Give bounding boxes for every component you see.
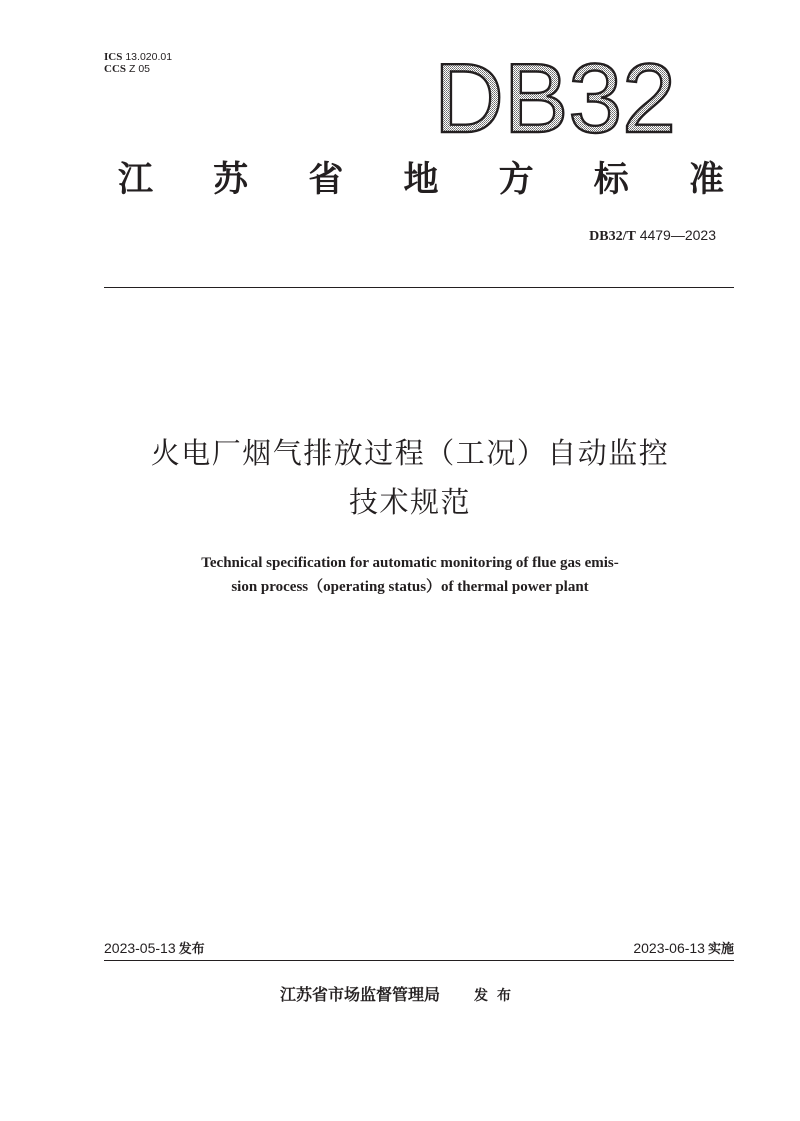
standard-type-char: 标 [593, 160, 629, 200]
ccs-value: Z 05 [129, 63, 151, 75]
standard-code [589, 227, 716, 245]
standard-type-char: 省 [308, 160, 344, 200]
implement-date-group [633, 939, 734, 959]
standard-type-title [118, 156, 724, 204]
implement-date: 2023-06-13 [633, 940, 705, 956]
issue-date-group [104, 939, 205, 959]
ccs-label: CCS [104, 63, 127, 75]
standard-code-prefix: DB32/T [589, 229, 636, 244]
issue-label: 发布 [178, 942, 205, 957]
english-title-line-1: Technical specification for automatic monitoring of flue gas emis- [201, 555, 619, 571]
ccs-code [104, 63, 172, 75]
chinese-title-line-2: 技术规范 [348, 485, 471, 519]
standard-type-char: 苏 [213, 160, 249, 200]
chinese-title [60, 429, 760, 527]
classification-codes [104, 51, 172, 75]
ics-code [104, 51, 172, 63]
issuer [0, 985, 800, 1006]
standard-type-char: 江 [118, 160, 154, 200]
english-title-line-2: sion process（operating status）of thermal power plant [231, 579, 589, 595]
implement-label: 实施 [707, 942, 734, 957]
standard-type-char: 地 [403, 160, 439, 200]
english-title [100, 551, 720, 599]
logo-text: DB32 [434, 52, 676, 142]
issuer-action: 发布 [474, 988, 520, 1004]
date-row [104, 939, 734, 959]
standard-type-char: 准 [688, 160, 724, 200]
ics-value: 13.020.01 [125, 51, 173, 63]
standard-code-number: 4479—2023 [635, 227, 716, 243]
chinese-title-line-1: 火电厂烟气排放过程（工况）自动监控 [150, 436, 670, 470]
issue-date: 2023-05-13 [104, 940, 176, 956]
bottom-divider [104, 960, 734, 961]
top-divider [104, 287, 734, 288]
db32-logo [430, 52, 680, 142]
issuer-name: 江苏省市场监督管理局 [279, 985, 440, 1004]
ics-label: ICS [104, 51, 123, 63]
standard-type-char: 方 [498, 160, 534, 200]
